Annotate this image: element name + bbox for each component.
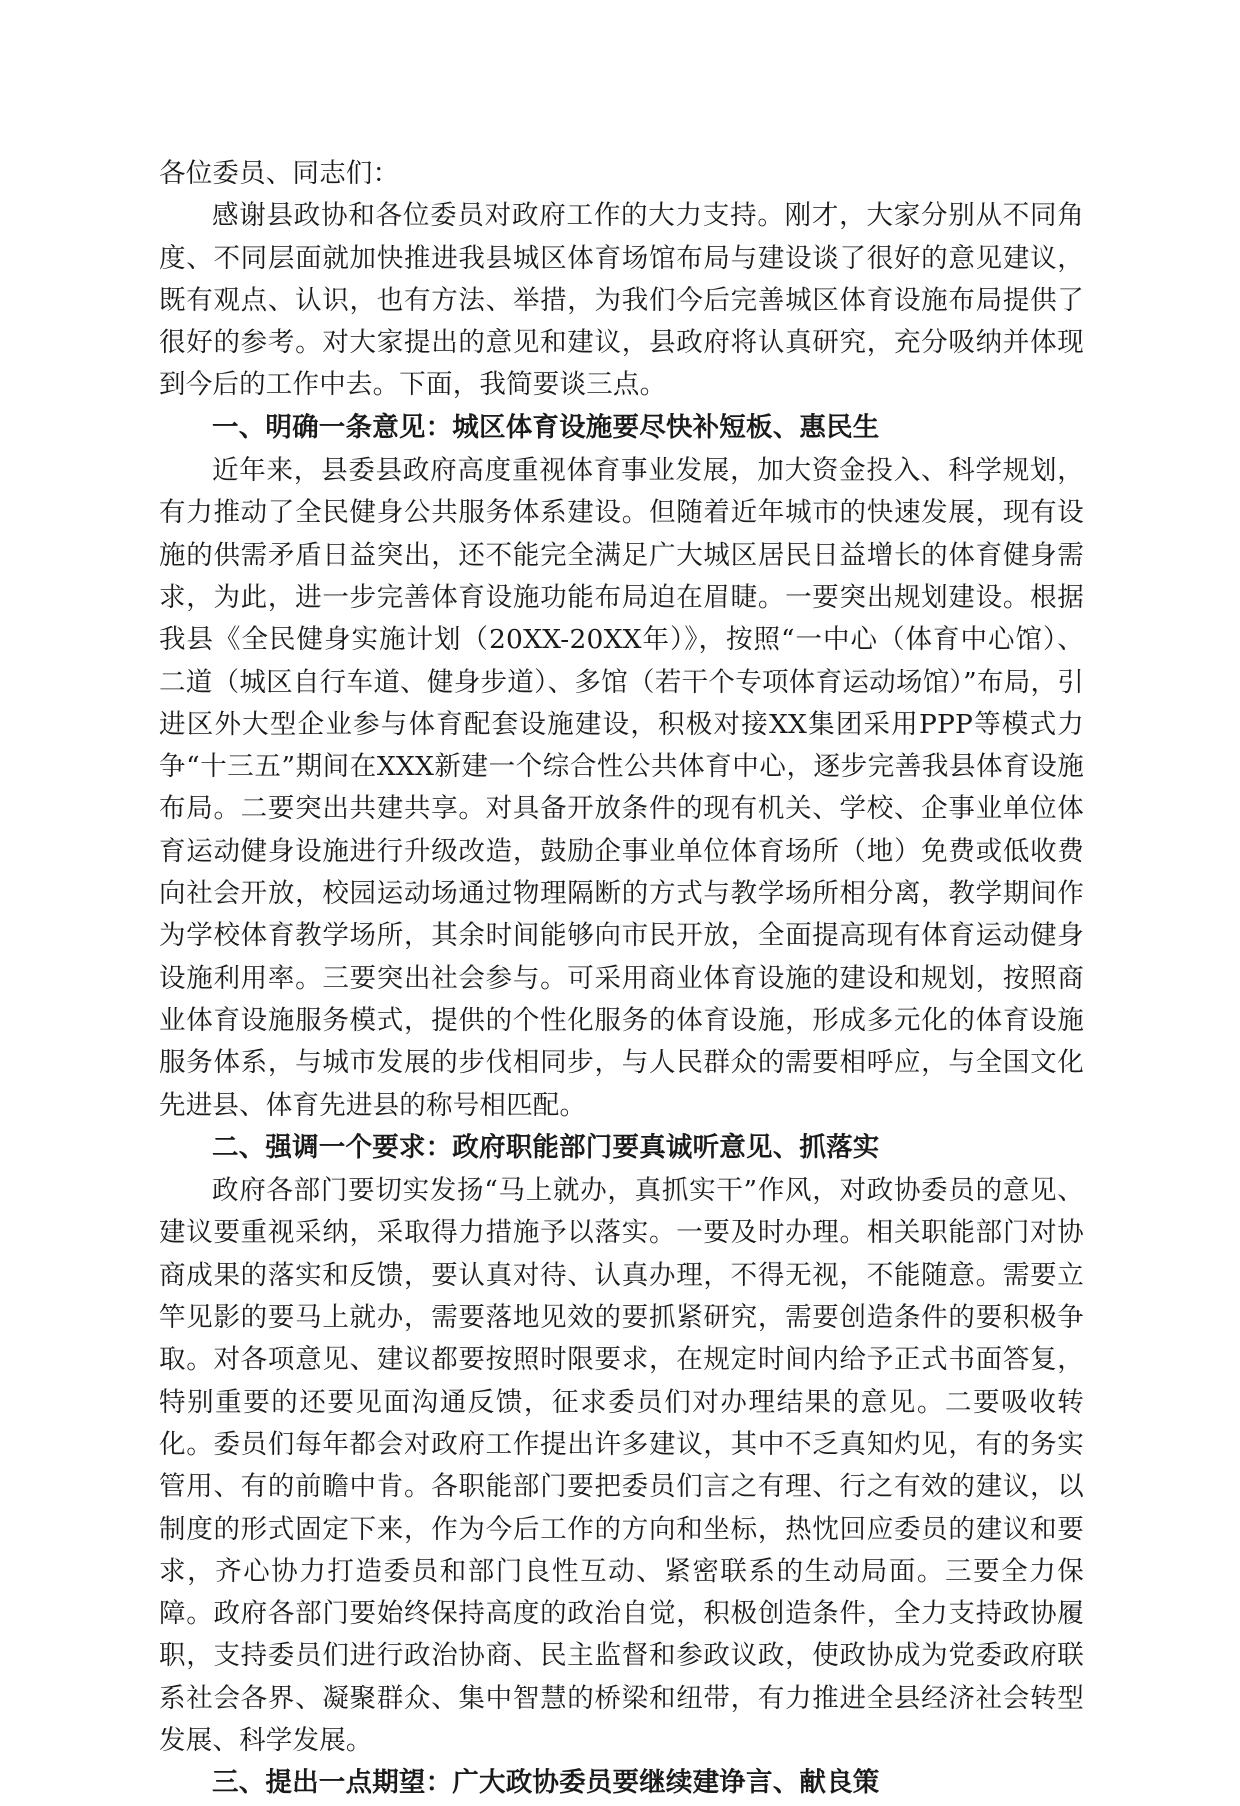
intro-paragraph: 感谢县政协和各位委员对政府工作的大力支持。刚才，大家分别从不同角度、不同层面就加快推进我县城区体育场馆布局与建设谈了很好的意见建议，既有观点、认识，也有方法、举措，为我们今后完善城区体育设施布局提供了很好的参考。对大家提出的意见和建议，县政府将认真研究，充分吸纳并体现到今后的工作中去。下面，我简要谈三点。 <box>159 200 1084 401</box>
document-page <box>159 153 1084 1806</box>
section-1-heading: 一、明确一条意见：城区体育设施要尽快补短板、惠民生 <box>212 411 880 443</box>
section-3-heading: 三、提出一点期望：广大政协委员要继续建诤言、献良策 <box>212 1767 880 1799</box>
section-2-body: 政府各部门要切实发扬“马上就办，真抓实干”作风，对政协委员的意见、建议要重视采纳，采取得力措施予以落实。一要及时办理。相关职能部门对协商成果的落实和反馈，要认真对待、认真办理，不得无视，不能随意。需要立竿见影的要马上就办，需要落地见效的要抓紧研究，需要创造条件的要积极争取。对各项意见、建议都要按照时限要求，在规定时间内给予正式书面答复，特别重要的还要见面沟通反馈，征求委员们对办理结果的意见。二要吸收转化。委员们每年都会对政府工作提出许多建议，其中不乏真知灼见，有的务实管用、有的前瞻中肯。各职能部门要把委员们言之有理、行之有效的建议，以制度的形式固定下来，作为今后工作的方向和坐标，热忱回应委员的建议和要求，齐心协力打造委员和部门良性互动、紧密联系的生动局面。三要全力保障。政府各部门要始终保持高度的政治自觉，积极创造条件，全力支持政协履职，支持委员们进行政治协商、民主监督和参政议政，使政协成为党委政府联系社会各界、凝聚群众、集中智慧的桥梁和纽带，有力推进全县经济社会转型发展、科学发展。 <box>159 1175 1084 1756</box>
section-1-body: 近年来，县委县政府高度重视体育事业发展，加大资金投入、科学规划，有力推动了全民健身公共服务体系建设。但随着近年城市的快速发展，现有设施的供需矛盾日益突出，还不能完全满足广大城区居民日益增长的体育健身需求，为此，进一步完善体育设施功能布局迫在眉睫。一要突出规划建设。根据我县《全民健身实施计划（20XX-20XX年）》，按照“一中心（体育中心馆）、二道（城区自行车道、健身步道）、多馆（若干个专项体育运动场馆）”布局，引进区外大型企业参与体育配套设施建设，积极对接XX集团采用PPP等模式力争“十三五”期间在XXX新建一个综合性公共体育中心，逐步完善我县体育设施布局。二要突出共建共享。对具备开放条件的现有机关、学校、企事业单位体育运动健身设施进行升级改造，鼓励企事业单位体育场所（地）免费或低收费向社会开放，校园运动场通过物理隔断的方式与教学场所相分离，教学期间作为学校体育教学场所，其余时间能够向市民开放，全面提高现有体育运动健身设施利用率。三要突出社会参与。可采用商业体育设施的建设和规划，按照商业体育设施服务模式，提供的个性化服务的体育设施，形成多元化的体育设施服务体系，与城市发展的步伐相同步，与人民群众的需要相呼应，与全国文化先进县、体育先进县的称号相匹配。 <box>159 455 1084 1121</box>
salutation: 各位委员、同志们： <box>159 158 400 189</box>
section-2-heading: 二、强调一个要求：政府职能部门要真诚听意见、抓落实 <box>212 1131 880 1163</box>
